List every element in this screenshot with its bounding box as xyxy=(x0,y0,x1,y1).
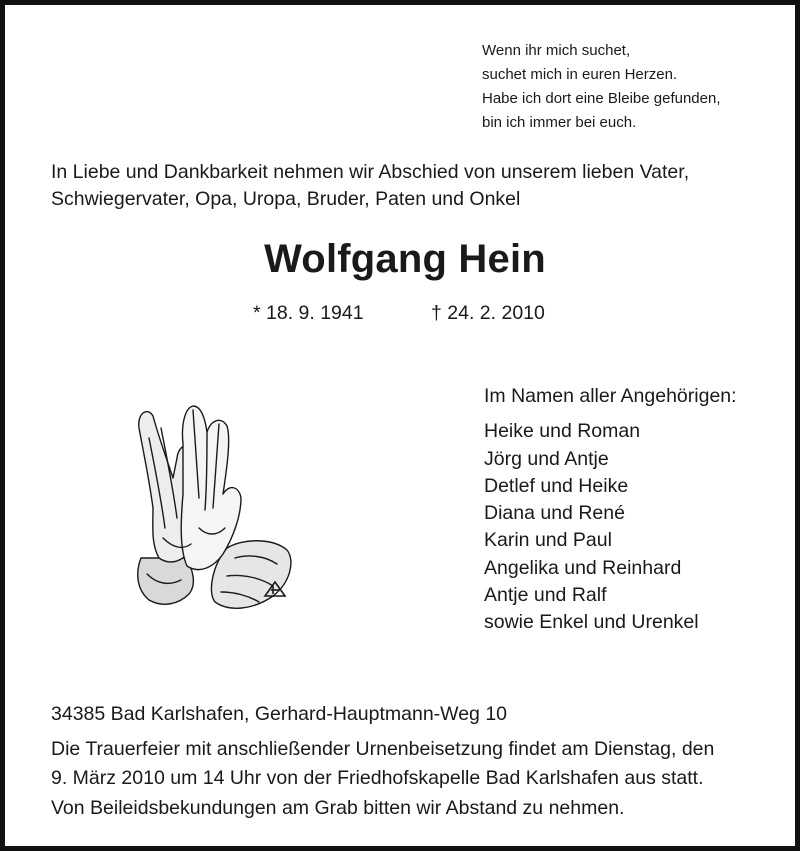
list-item: Karin und Paul xyxy=(484,529,612,552)
list-item: Heike und Roman xyxy=(484,420,641,443)
list-item: Jörg und Antje xyxy=(484,447,609,470)
intro-line: In Liebe und Dankbarkeit nehmen wir Abschied von unserem lieben Vater, xyxy=(51,161,690,183)
ceremony-line: 9. März 2010 um 14 Uhr von der Friedhofskapelle Bad Karlshafen aus statt. xyxy=(51,767,704,789)
death-date: † 24. 2. 2010 xyxy=(431,302,545,324)
intro-line: Schwiegervater, Opa, Uropa, Bruder, Paten und Onkel xyxy=(51,188,521,210)
list-item: Angelika und Reinhard xyxy=(484,556,682,579)
intro-text xyxy=(51,159,689,213)
list-item: Diana und René xyxy=(484,502,625,525)
list-item: Antje und Ralf xyxy=(484,584,607,607)
praying-hands-icon xyxy=(123,398,299,626)
list-item: sowie Enkel und Urenkel xyxy=(484,611,699,634)
mourners-heading: Im Namen aller Angehörigen: xyxy=(484,385,737,407)
condolence-note: Von Beileidsbekundungen am Grab bitten wir Abstand zu nehmen. xyxy=(51,797,625,819)
poem-line: Wenn ihr mich suchet, xyxy=(482,42,631,59)
poem-line: suchet mich in euren Herzen. xyxy=(482,66,678,83)
mourners-list xyxy=(484,383,737,637)
poem xyxy=(482,39,721,135)
ceremony-text xyxy=(51,735,714,793)
birth-date: * 18. 9. 1941 xyxy=(253,302,364,324)
ceremony-line: Die Trauerfeier mit anschließender Urnenbeisetzung findet am Dienstag, den xyxy=(51,738,715,760)
poem-line: bin ich immer bei euch. xyxy=(482,114,637,131)
address: 34385 Bad Karlshafen, Gerhard-Hauptmann-Weg 10 xyxy=(51,703,508,725)
list-item: Detlef und Heike xyxy=(484,474,629,497)
poem-line: Habe ich dort eine Bleibe gefunden, xyxy=(482,90,721,107)
deceased-name: Wolfgang Hein xyxy=(264,237,546,281)
